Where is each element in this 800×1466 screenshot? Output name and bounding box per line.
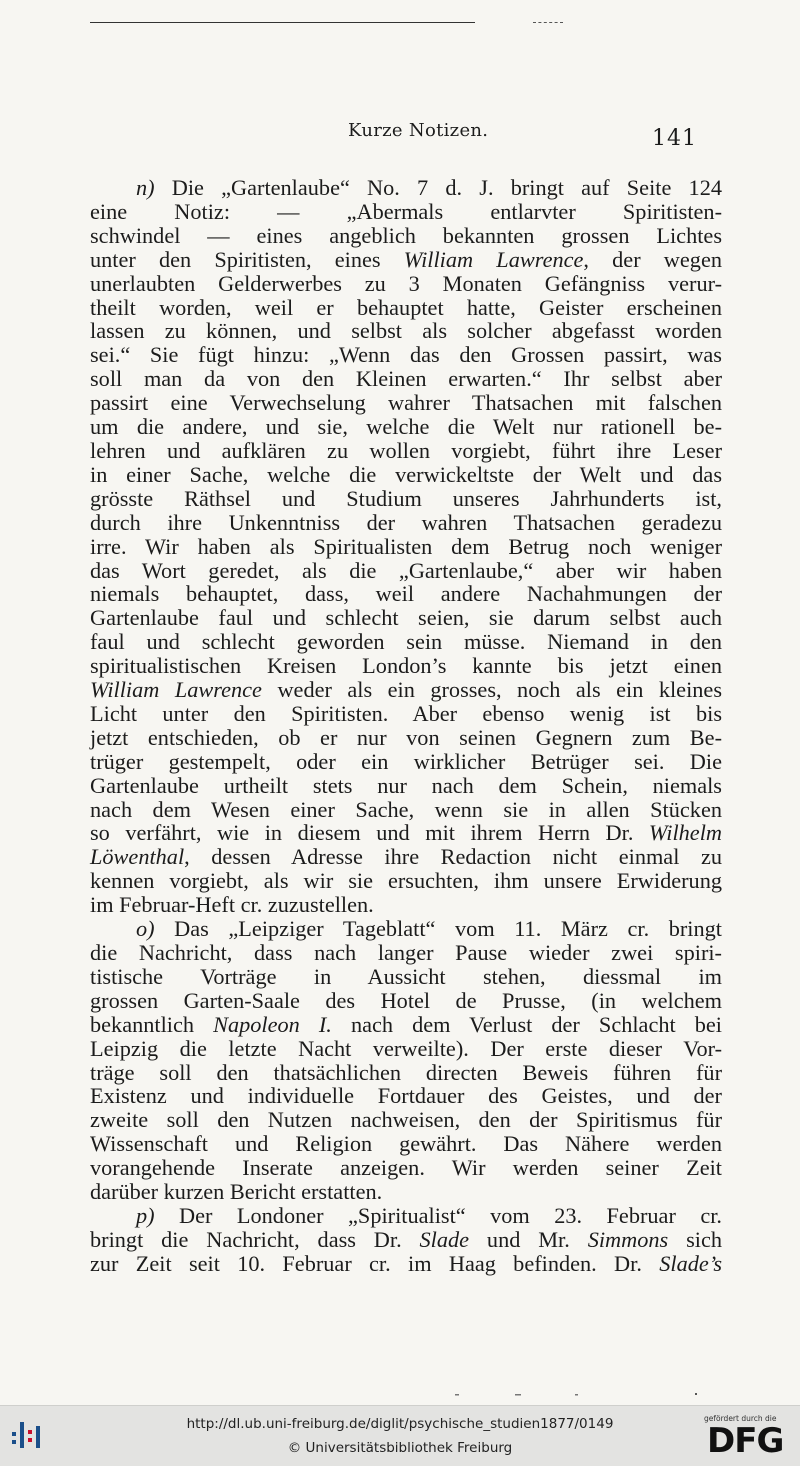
text-line [90, 917, 722, 941]
text-run: die Nachricht, dass nach langer Pause wieder zwei spiri- [90, 940, 722, 965]
footer-permalink[interactable]: http://dl.ub.uni-freiburg.de/diglit/psychische_studien1877/0149 [186, 1416, 614, 1432]
text-run: soll man da von den Kleinen erwarten.“ Ihr selbst aber [90, 366, 722, 392]
text-run: , der wegen [583, 246, 722, 272]
text-run: Leipzig die letzte Nacht verweilte). Der erste dieser Vor- [90, 1035, 722, 1061]
italic-text: Löwenthal [90, 844, 185, 870]
italic-text: n) [136, 175, 155, 200]
text-run: zweite soll den Nutzen nachweisen, den der Spiritismus für [90, 1107, 722, 1133]
text-line [90, 1132, 722, 1156]
text-run: trüger gestempelt, oder ein wirklicher Betrüger sei. Die [90, 748, 722, 774]
text-run: Das „Leipziger Tageblatt“ vom 11. März cr. bringt [154, 916, 722, 942]
text-line [90, 415, 722, 439]
text-line [90, 487, 722, 511]
text-run: schwindel — eines angeblich bekannten grossen Lichtes [90, 222, 722, 248]
text-line [90, 774, 722, 798]
top-rule [90, 22, 475, 23]
text-run: träge soll den thatsächlichen directen Beweis führen für [90, 1059, 722, 1085]
italic-text: Slade [419, 1226, 470, 1252]
text-line [90, 1204, 722, 1228]
footer-copyright: © Universitätsbibliothek Freiburg [287, 1440, 513, 1456]
text-run: sich [668, 1226, 722, 1252]
italic-text: Slade’s [659, 1250, 722, 1276]
text-run: grösste Räthsel und Studium unseres Jahrhunderts ist, [90, 485, 722, 511]
text-run: unter den Spiritisten, eines [90, 246, 404, 272]
italic-text: Wilhelm [648, 820, 722, 846]
text-line [90, 630, 722, 654]
text-run: spiritualistischen Kreisen London’s kannte bis jetzt einen [90, 653, 722, 679]
text-run: , dessen Adresse ihre Redaction nicht einmal zu [184, 844, 722, 870]
text-run: passirt eine Verwechselung wahrer Thatsachen mit falschen [90, 390, 722, 416]
text-run: niemals behauptet, dass, weil andere Nachahmungen der [90, 581, 722, 607]
text-run: nach dem Verlust der Schlacht bei [331, 1011, 723, 1037]
italic-text: o) [136, 916, 155, 942]
text-line [90, 272, 722, 296]
text-run: faul und schlecht geworden sein müsse. Niemand in den [90, 629, 722, 655]
italic-text: Simmons [587, 1226, 669, 1252]
text-run: und Mr. [469, 1226, 588, 1252]
text-run: bekanntlich [90, 1011, 214, 1037]
text-run: unerlaubten Gelderwerbes zu 3 Monaten Gefängniss verur- [90, 270, 722, 296]
text-run: Licht unter den Spiritisten. Aber ebenso wenig ist bis [90, 700, 722, 726]
italic-text: p) [136, 1202, 155, 1228]
text-run: vorangehende Inserate anzeigen. Wir werden seiner Zeit [90, 1155, 722, 1181]
text-line [90, 535, 722, 559]
text-line [90, 869, 722, 893]
text-run: Die „Gartenlaube“ No. 7 d. J. bringt auf Seite 124 [154, 175, 722, 200]
text-run: grossen Garten-Saale des Hotel de Prusse, (in welchem [90, 987, 722, 1013]
text-run: so verfährt, wie in diesem und mit ihrem Herrn Dr. [90, 820, 649, 846]
text-line [90, 654, 722, 678]
text-run: lehren und aufklären zu wollen vorgiebt, führt ihre Leser [90, 437, 722, 463]
dfg-logo: DFG [707, 1421, 784, 1461]
text-line [90, 965, 722, 989]
text-run: durch ihre Unkenntniss der wahren Thatsachen geradezu [90, 509, 722, 535]
italic-text: Napoleon I. [213, 1011, 332, 1037]
text-run: nach dem Wesen einer Sache, wenn sie in allen Stücken [90, 796, 722, 822]
text-line [90, 439, 722, 463]
text-line [90, 941, 722, 965]
text-run: Gartenlaube urtheilt stets nur nach dem Schein, niemals [90, 772, 722, 798]
text-line [90, 391, 722, 415]
text-line [90, 176, 722, 200]
text-line [90, 1013, 722, 1037]
page-number: 141 [652, 126, 697, 151]
text-run: bringt die Nachricht, dass Dr. [90, 1226, 420, 1252]
text-run: Der Londoner „Spiritualist“ vom 23. Februar cr. [154, 1202, 722, 1228]
text-line [90, 893, 722, 917]
text-line [90, 845, 722, 869]
text-run: darüber kurzen Bericht erstatten. [90, 1179, 383, 1205]
italic-text: William Lawrence [90, 677, 262, 703]
dfg-caption: gefördert durch die [704, 1414, 777, 1423]
text-line [90, 224, 722, 248]
text-line [90, 319, 722, 343]
scan-specks [455, 1393, 705, 1397]
text-run: jetzt entschieden, ob er nur von seinen Gegnern zum Be- [90, 724, 722, 750]
text-line [90, 1252, 722, 1276]
text-line [90, 559, 722, 583]
text-run: Gartenlaube faul und schlecht seien, sie darum selbst auch [90, 605, 722, 631]
text-run: irre. Wir haben als Spiritualisten dem Betrug noch weniger [90, 533, 722, 559]
text-run: um die andere, und sie, welche die Welt nur rationell be- [90, 414, 722, 440]
text-line [90, 606, 722, 630]
text-line [90, 1084, 722, 1108]
body-text [90, 176, 722, 1276]
text-line [90, 989, 722, 1013]
text-line [90, 1180, 722, 1204]
text-run: lassen zu können, und selbst als solcher abgefasst worden [90, 318, 722, 344]
text-line [90, 1061, 722, 1085]
footer-bar [0, 1405, 800, 1466]
text-line [90, 200, 722, 224]
italic-text: William Lawrence [403, 246, 584, 272]
text-run: theilt worden, weil er behauptet hatte, Geister erscheinen [90, 294, 722, 320]
text-line [90, 1108, 722, 1132]
text-line [90, 798, 722, 822]
text-line [90, 726, 722, 750]
text-run: zur Zeit seit 10. Februar cr. im Haag befinden. Dr. [90, 1250, 660, 1276]
text-line [90, 821, 722, 845]
text-line [90, 463, 722, 487]
text-line [90, 296, 722, 320]
text-line [90, 367, 722, 391]
text-line [90, 582, 722, 606]
text-run: Wissenschaft und Religion gewährt. Das Nähere werden [90, 1131, 722, 1157]
text-run: Existenz und individuelle Fortdauer des Geistes, und der [90, 1083, 722, 1109]
text-run: sei.“ Sie fügt hinzu: „Wenn das den Grossen passirt, was [90, 342, 722, 368]
text-line [90, 750, 722, 774]
text-line [90, 678, 722, 702]
text-line [90, 343, 722, 367]
text-run: kennen vorgiebt, als wir sie ersuchten, ihm unsere Erwiderung [90, 868, 722, 894]
text-line [90, 511, 722, 535]
text-run: weder als ein grosses, noch als ein kleines [261, 677, 722, 703]
text-run: eine Notiz: — „Abermals entlarvter Spiritisten- [90, 198, 722, 224]
text-run: im Februar-Heft cr. zuzustellen. [90, 892, 374, 918]
running-title: Kurze Notizen. [348, 120, 489, 141]
text-run: tistische Vorträge in Aussicht stehen, diessmal im [90, 963, 722, 989]
text-line [90, 1037, 722, 1061]
text-run: in einer Sache, welche die verwickeltste der Welt und das [90, 461, 722, 487]
text-line [90, 1228, 722, 1252]
text-line [90, 248, 722, 272]
text-line [90, 1156, 722, 1180]
text-line [90, 702, 722, 726]
top-rule-fragment [533, 22, 563, 23]
text-run: das Wort geredet, als die „Gartenlaube,“ aber wir haben [90, 557, 722, 583]
